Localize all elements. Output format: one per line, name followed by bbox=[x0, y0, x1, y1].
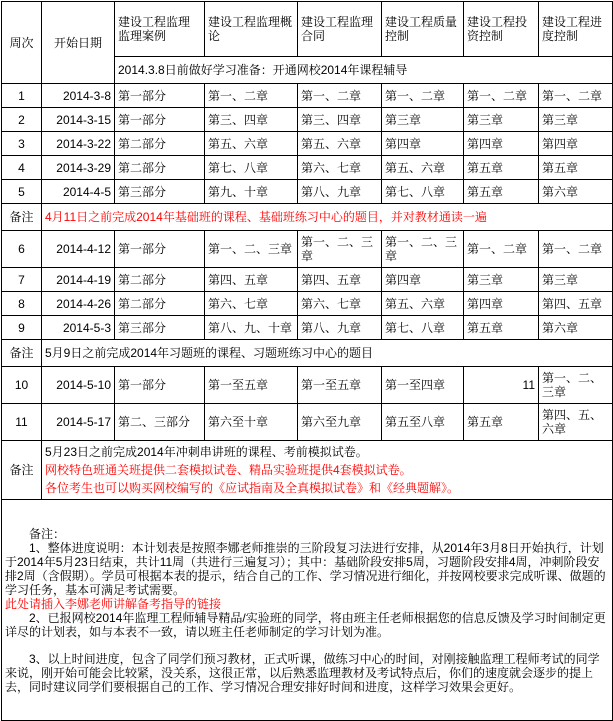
table-row bbox=[2, 404, 613, 441]
cell-case: 第一部分 bbox=[115, 84, 205, 108]
week-number: 3 bbox=[2, 132, 42, 156]
cell-case: 第二部分 bbox=[115, 156, 205, 180]
table-row bbox=[2, 231, 613, 268]
cell-case: 第二部分 bbox=[115, 292, 205, 316]
cell-investment: 第五章 bbox=[464, 316, 539, 340]
remark-label: 备注 bbox=[2, 340, 42, 367]
cell-intro: 第四、五章 bbox=[205, 268, 298, 292]
week-number: 11 bbox=[2, 404, 42, 441]
cell-quality: 第四章 bbox=[382, 268, 464, 292]
cell-investment: 第三章 bbox=[464, 268, 539, 292]
cell-quality: 第五至八章 bbox=[382, 404, 464, 441]
week-number: 8 bbox=[2, 292, 42, 316]
cell-contract: 第八、九章 bbox=[298, 180, 382, 204]
header-subject-quality: 建设工程质量控制 bbox=[382, 2, 464, 57]
week-number: 4 bbox=[2, 156, 42, 180]
cell-progress: 第三章 bbox=[539, 268, 613, 292]
cell-contract: 第六、七章 bbox=[298, 156, 382, 180]
table-row bbox=[2, 180, 613, 204]
header-start-date: 开始日期 bbox=[42, 2, 115, 84]
cell-investment: 第五章 bbox=[464, 180, 539, 204]
cell-intro: 第一、二章 bbox=[205, 84, 298, 108]
header-subject-intro: 建设工程监理概论 bbox=[205, 2, 298, 57]
cell-progress: 第四章 bbox=[539, 132, 613, 156]
cell-contract: 第六、七章 bbox=[298, 292, 382, 316]
week-number: 9 bbox=[2, 316, 42, 340]
start-date: 2014-4-19 bbox=[42, 268, 115, 292]
table-row bbox=[2, 316, 613, 340]
table-row bbox=[2, 156, 613, 180]
cell-progress: 第四、五章 bbox=[539, 292, 613, 316]
cell-progress: 第一、二章 bbox=[539, 231, 613, 268]
footer-para-3: 3、以上时间进度，包含了同学们预习教材，正式听课，做练习中心的时间，对刚接触监理工程师考试的同学来说，刚开始可能会比较紧，没关系，这很正常，以后熟悉监理教材及考试特点后，你们的速度就会逐步的提上去，同时建议同学们要根据自己的工作、学习情况合理安排好时间和进度，这样学习效果会更好。 bbox=[5, 651, 600, 694]
table-row bbox=[2, 268, 613, 292]
cell-contract: 第一、二章 bbox=[298, 84, 382, 108]
cell-progress: 第六章 bbox=[539, 180, 613, 204]
cell-quality: 第四章 bbox=[382, 132, 464, 156]
cell-quality: 第三章 bbox=[382, 108, 464, 132]
cell-quality: 第七、八章 bbox=[382, 180, 464, 204]
table-header-row bbox=[2, 2, 613, 57]
cell-case: 第一部分 bbox=[115, 231, 205, 268]
cell-investment: 第三章 bbox=[464, 108, 539, 132]
remark-line-2: 网校特色班通关班提供二套模拟试卷、精品实验班提供4套模拟试卷。 bbox=[45, 463, 412, 477]
header-subject-investment: 建设工程投资控制 bbox=[464, 2, 539, 57]
start-date: 2014-5-10 bbox=[42, 367, 115, 404]
cell-case: 第二部分 bbox=[115, 268, 205, 292]
remark-label: 备注 bbox=[2, 441, 42, 500]
cell-intro: 第九、十章 bbox=[205, 180, 298, 204]
cell-quality: 第一、二、三章 bbox=[382, 231, 464, 268]
cell-quality: 第七、八章 bbox=[382, 316, 464, 340]
cell-intro: 第一至五章 bbox=[205, 367, 298, 404]
cell-case: 第二、三部分 bbox=[115, 404, 205, 441]
remark-line-1: 5月23日之前完成2014年冲刺串讲班的课程、考前模拟试卷。 bbox=[45, 445, 368, 459]
cell-intro: 第一、二、三章 bbox=[205, 231, 298, 268]
cell-case: 第一部分 bbox=[115, 367, 205, 404]
footer-para-1: 1、整体进度说明：本计划表是按照李娜老师推崇的三阶段复习法进行安排，从2014年3月8日开始执行，计划于2014年5月23日结束，共计11周（共进行三遍复习）；其中：基础阶段安排5周，习题阶段安排4周，冲刺阶段安排2周（含假期）。学员可根据本表的提示，结合自己的工作、学习情况进行细化，并按网校要求完成听课、做题的学习任务，基本可满足考试需要。 bbox=[5, 540, 606, 597]
cell-quality: 第一、二章 bbox=[382, 84, 464, 108]
cell-progress: 第三章 bbox=[539, 108, 613, 132]
cell-quality: 第五、六章 bbox=[382, 156, 464, 180]
week-number: 7 bbox=[2, 268, 42, 292]
week-number: 2 bbox=[2, 108, 42, 132]
start-date: 2014-4-5 bbox=[42, 180, 115, 204]
remark-label: 备注 bbox=[2, 204, 42, 231]
start-date: 2014-4-12 bbox=[42, 231, 115, 268]
cell-investment: 第四章 bbox=[464, 292, 539, 316]
remark-text-block bbox=[42, 441, 613, 500]
footer-link-placeholder[interactable]: 此处请插入李娜老师讲解备考指导的链接 bbox=[5, 596, 222, 611]
cell-case: 第一部分 bbox=[115, 108, 205, 132]
header-subject-progress: 建设工程进度控制 bbox=[539, 2, 613, 57]
cell-investment: 第一、二章 bbox=[464, 231, 539, 268]
remark-text: 5月9日之前完成2014年习题班的课程、习题班练习中心的题目 bbox=[42, 340, 613, 367]
cell-investment: 第一、二章 bbox=[464, 84, 539, 108]
week-number: 10 bbox=[2, 367, 42, 404]
week-number: 1 bbox=[2, 84, 42, 108]
start-date: 2014-5-17 bbox=[42, 404, 115, 441]
cell-contract: 第五、六章 bbox=[298, 132, 382, 156]
cell-quality: 第五、六章 bbox=[382, 292, 464, 316]
cell-progress: 第五章 bbox=[539, 156, 613, 180]
start-date: 2014-4-26 bbox=[42, 292, 115, 316]
preparation-note: 2014.3.8日前做好学习准备：开通网校2014年课程辅导 bbox=[115, 57, 613, 84]
cell-case: 第三部分 bbox=[115, 316, 205, 340]
start-date: 2014-3-15 bbox=[42, 108, 115, 132]
cell-progress: 第一、二、三章 bbox=[539, 367, 613, 404]
week-number: 6 bbox=[2, 231, 42, 268]
header-subject-case: 建设工程监理监理案例 bbox=[115, 2, 205, 57]
cell-contract: 第八、九章 bbox=[298, 316, 382, 340]
table-row bbox=[2, 132, 613, 156]
start-date: 2014-3-8 bbox=[42, 84, 115, 108]
remark-row-sprint bbox=[2, 441, 613, 500]
cell-intro: 第七、八章 bbox=[205, 156, 298, 180]
footer-title: 备注： bbox=[29, 526, 66, 541]
cell-intro: 第五、六章 bbox=[205, 132, 298, 156]
week-number: 5 bbox=[2, 180, 42, 204]
remark-row-exercise bbox=[2, 340, 613, 367]
remark-row-basic bbox=[2, 204, 613, 231]
cell-investment: 第四章 bbox=[464, 132, 539, 156]
start-date: 2014-3-29 bbox=[42, 156, 115, 180]
remark-line-3: 各位考生也可以购买网校编写的《应试指南及全真模拟试卷》和《经典题解》。 bbox=[45, 481, 460, 495]
cell-progress: 第一、二章 bbox=[539, 84, 613, 108]
start-date: 2014-3-22 bbox=[42, 132, 115, 156]
cell-progress: 第四、五、六章 bbox=[539, 404, 613, 441]
cell-investment: 第五章 bbox=[464, 404, 539, 441]
cell-investment: 11 bbox=[464, 367, 539, 404]
cell-progress: 第六章 bbox=[539, 316, 613, 340]
study-plan-table bbox=[1, 1, 613, 721]
cell-quality: 第一至四章 bbox=[382, 367, 464, 404]
cell-contract: 第一、二、三章 bbox=[298, 231, 382, 268]
header-week: 周次 bbox=[2, 2, 42, 84]
cell-contract: 第六至九章 bbox=[298, 404, 382, 441]
cell-intro: 第八、九、十章 bbox=[205, 316, 298, 340]
header-subject-contract: 建设工程监理合同 bbox=[298, 2, 382, 57]
footer-notes-row bbox=[2, 500, 613, 721]
cell-contract: 第四、五章 bbox=[298, 268, 382, 292]
footer-para-2: 2、已报网校2014年监理工程师辅导精品/实验班的同学，将由班主任老师根据您的信息反馈及学习时间制定更详尽的计划表，如与本表不一致，请以班主任老师制定的学习计划为准。 bbox=[5, 610, 606, 639]
remark-text: 4月11日之前完成2014年基础班的课程、基础班练习中心的题目，并对教材通读一遍 bbox=[42, 204, 613, 231]
cell-case: 第二部分 bbox=[115, 132, 205, 156]
table-row bbox=[2, 84, 613, 108]
start-date: 2014-5-3 bbox=[42, 316, 115, 340]
cell-contract: 第三、四章 bbox=[298, 108, 382, 132]
footer-notes bbox=[2, 500, 613, 721]
table-row bbox=[2, 108, 613, 132]
cell-case: 第三部分 bbox=[115, 180, 205, 204]
cell-intro: 第三、四章 bbox=[205, 108, 298, 132]
cell-contract: 第一至五章 bbox=[298, 367, 382, 404]
table-row bbox=[2, 367, 613, 404]
cell-intro: 第六、七章 bbox=[205, 292, 298, 316]
cell-intro: 第六至十章 bbox=[205, 404, 298, 441]
table-row bbox=[2, 292, 613, 316]
cell-investment: 第五章 bbox=[464, 156, 539, 180]
